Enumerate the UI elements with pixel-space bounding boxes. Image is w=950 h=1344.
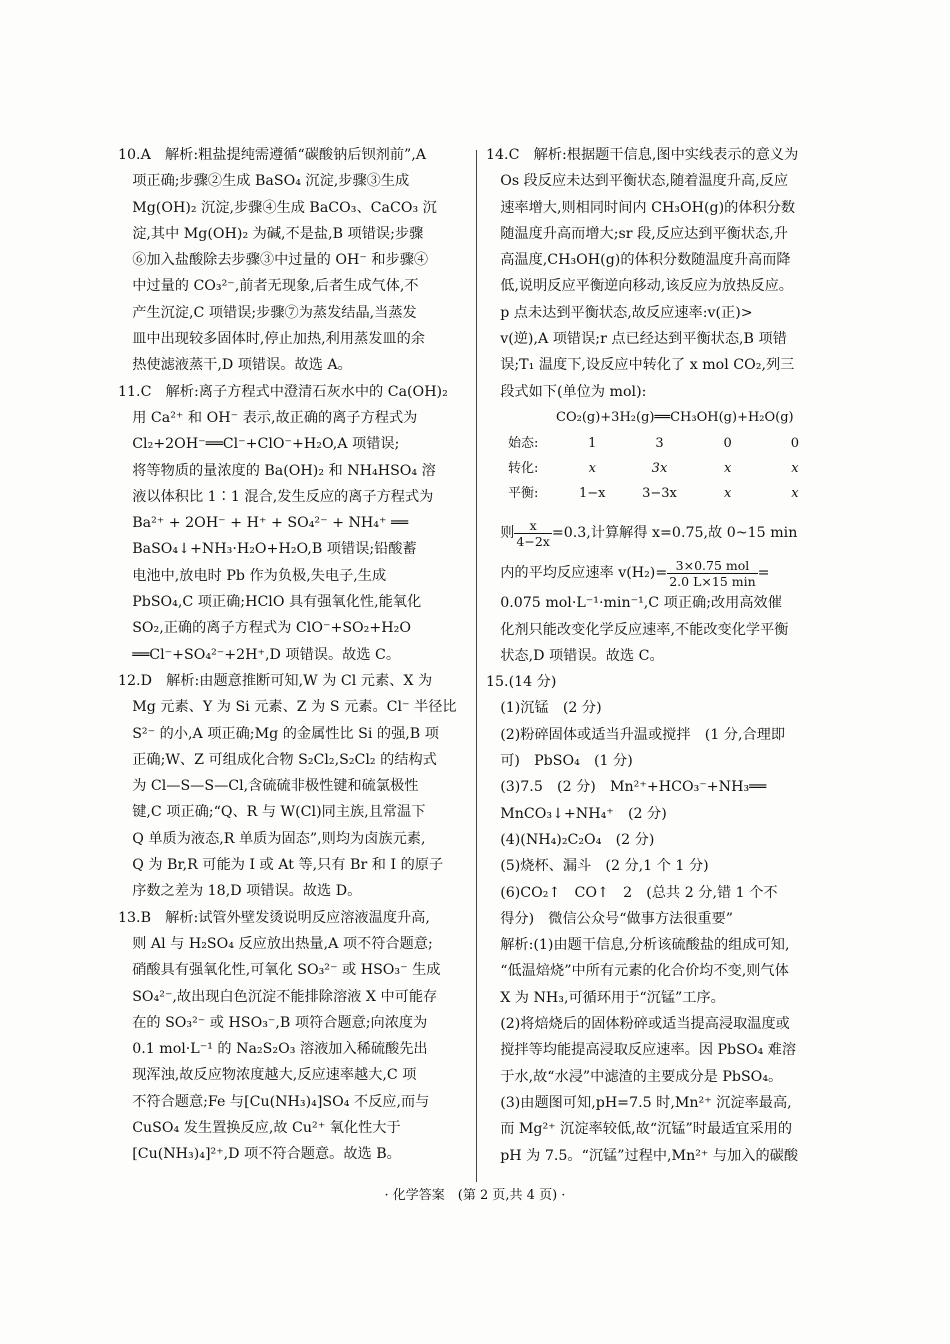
table-cell: 3x	[651, 461, 668, 477]
fraction-denominator: 2.0 L×15 min	[669, 573, 756, 589]
table-row	[508, 481, 828, 506]
text-line: 项正确;步骤②生成 BaSO₄ 沉淀,步骤③生成	[132, 173, 410, 190]
text-line: 11.C 解析:离子方程式中澄清石灰水中的 Ca(OH)₂	[118, 383, 448, 400]
text-line: Mg 元素、Y 为 Si 元素、Z 为 S 元素。Cl⁻ 半径比	[132, 699, 457, 716]
text-line: 随温度升高而增大;sr 段,反应达到平衡状态,升	[500, 225, 788, 242]
table-cell: 3−3x	[642, 486, 677, 502]
fraction	[514, 518, 551, 549]
calc-line	[486, 556, 828, 590]
q10-block	[118, 142, 466, 379]
text-line: 键,C 项正确;“Q、R 与 W(Cl)同主族,且常温下	[132, 804, 426, 821]
fraction	[667, 558, 757, 589]
table-cell: 始态:	[508, 436, 539, 452]
text-line: 段式如下(单位为 mol):	[500, 383, 647, 400]
text-line: 液以体积比 1∶1 混合,发生反应的离子方程式为	[132, 488, 434, 505]
text-line: 而 Mg²⁺ 沉淀率较低,故“沉锰”时最适宜采用的	[500, 1121, 793, 1138]
table-cell: x	[588, 461, 596, 477]
text-line: (2)将焙烧后的固体粉碎或适当提高浸取温度或	[500, 1016, 790, 1033]
text-line: 15.(14 分)	[486, 674, 557, 691]
fraction-denominator: 4−2x	[516, 533, 550, 549]
text-line: 低,说明反应平衡逆向移动,该反应为放热反应。	[500, 278, 793, 295]
text-line: X 为 NH₃,可循环用于“沉锰”工序。	[500, 989, 725, 1006]
fraction-numerator: x	[514, 518, 551, 534]
text-line: (3)7.5 (2 分) Mn²⁺+HCO₃⁻+NH₃══	[500, 779, 767, 796]
table-cell: 平衡:	[508, 486, 539, 502]
text-line: 皿中出现较多固体时,停止加热,利用蒸发皿的余	[132, 331, 425, 348]
text-line: 高温度,CH₃OH(g)的体积分数随温度升高而降	[500, 252, 791, 269]
text-line: 14.C 解析:根据题干信息,图中实线表示的意义为	[486, 147, 799, 163]
text-line: 热使滤液蒸干,D 项错误。故选 A。	[132, 357, 352, 374]
text-line: “低温焙烧”中所有元素的化合价均不变,则气体	[500, 963, 789, 980]
text-line: v(逆),A 项错误;r 点已经达到平衡状态,B 项错	[500, 331, 787, 348]
calc-text: =0.3,计算解得 x=0.75,故 0~15 min	[551, 525, 798, 542]
text-line: 硝酸具有强氧化性,可氧化 SO₃²⁻ 或 HSO₃⁻ 生成	[132, 962, 441, 979]
text-line: 可) PbSO₄ (1 分)	[500, 753, 633, 770]
q14-block	[486, 142, 828, 669]
text-line: 将等物质的量浓度的 Ba(OH)₂ 和 NH₄HSO₄ 溶	[132, 462, 436, 479]
right-column	[486, 142, 828, 1169]
text-line: 于水,故“水浸”中滤渣的主要成分是 PbSO₄。	[500, 1068, 783, 1085]
text-line: BaSO₄↓+NH₃·H₂O+H₂O,B 项错误;铅酸蓄	[132, 541, 417, 558]
text-line: 12.D 解析:由题意推断可知,W 为 Cl 元素、X 为	[118, 672, 433, 689]
text-line: CuSO₄ 发生置换反应,故 Cu²⁺ 氧化性大于	[132, 1119, 401, 1136]
reaction-equation: CO₂(g)+3H₂(g)══CH₃OH(g)+H₂O(g)	[556, 409, 794, 425]
text-line: 13.B 解析:试管外壁发烫说明反应溶液温度升高,	[118, 909, 430, 926]
text-line: [Cu(NH₃)₄]²⁺,D 项不符合题意。故选 B。	[132, 1146, 401, 1163]
three-stage-table	[486, 431, 828, 506]
calc-text: =	[757, 565, 770, 582]
text-line: SO₄²⁻,故出现白色沉淀不能排除溶液 X 中可能存	[132, 988, 438, 1005]
text-line: 不符合题意;Fe 与[Cu(NH₃)₄]SO₄ 不反应,而与	[132, 1093, 430, 1110]
page-footer: · 化学答案 (第 2 页,共 4 页) ·	[384, 1188, 566, 1203]
table-cell: 1−x	[579, 486, 606, 502]
text-line: Q 为 Br,R 可能为 I 或 At 等,只有 Br 和 I 的原子	[132, 857, 444, 874]
q13-block	[118, 905, 466, 1168]
text-line: ⑥加入盐酸除去步骤③中过量的 OH⁻ 和步骤④	[132, 252, 429, 269]
text-line: ══Cl⁻+SO₄²⁻+2H⁺,D 项错误。故选 C。	[132, 646, 401, 663]
text-line: 为 Cl—S—S—Cl,含硫硫非极性键和硫氯极性	[132, 778, 419, 795]
text-line: Cl₂+2OH⁻══Cl⁻+ClO⁻+H₂O,A 项错误;	[132, 436, 400, 453]
text-line: MnCO₃↓+NH₄⁺ (2 分)	[500, 805, 667, 822]
table-cell: x	[791, 486, 799, 502]
q15-analysis	[486, 932, 828, 1169]
text-line: S²⁻ 的小,A 项正确;Mg 的金属性比 Si 的强,B 项	[132, 725, 439, 742]
q12-block	[118, 668, 466, 905]
text-line: (6)CO₂↑ CO↑ 2 (总共 2 分,错 1 个不	[500, 884, 778, 901]
text-line: 序数之差为 18,D 项错误。故选 D。	[132, 883, 362, 900]
text-line: 速率增大,则相同时间内 CH₃OH(g)的体积分数	[500, 199, 796, 216]
text-line: 化剂只能改变化学反应速率,不能改变化学平衡	[500, 621, 789, 638]
text-line: (1)沉锰 (2 分)	[500, 700, 602, 717]
text-line: SO₂,正确的离子方程式为 ClO⁻+SO₂+H₂O	[132, 620, 411, 637]
table-row	[508, 456, 828, 481]
text-line: Os 段反应未达到平衡状态,随着温度升高,反应	[500, 173, 789, 190]
text-line: 误;T₁ 温度下,设反应中转化了 x mol CO₂,列三	[500, 357, 795, 374]
calc-line	[486, 516, 828, 550]
q15-block	[486, 669, 828, 932]
table-cell: x	[791, 461, 799, 477]
table-row	[508, 431, 828, 456]
text-line: (3)由题图可知,pH=7.5 时,Mn²⁺ 沉淀率最高,	[500, 1094, 792, 1111]
text-line: p 点未达到平衡状态,故反应速率:v(正)>	[500, 304, 753, 321]
text-line: 产生沉淀,C 项错误;步骤⑦为蒸发结晶,当蒸发	[132, 304, 417, 321]
table-cell: x	[723, 461, 732, 477]
text-line: 得分) 微信公众号“做事方法很重要”	[500, 910, 734, 927]
text-line: pH 为 7.5。“沉锰”过程中,Mn²⁺ 与加入的碳酸	[500, 1147, 799, 1164]
table-cell: 0	[790, 436, 799, 452]
text-line: Q 单质为液态,R 单质为固态”,则均为卤族元素,	[132, 830, 426, 847]
text-line: 在的 SO₃²⁻ 或 HSO₃⁻,B 项符合题意;向浓度为	[132, 1014, 428, 1031]
fraction-numerator: 3×0.75 mol	[667, 558, 757, 574]
table-cell: 0	[723, 436, 732, 452]
left-column	[118, 142, 466, 1168]
text-line: 中过量的 CO₃²⁻,前者无现象,后者生成气体,不	[132, 278, 419, 295]
text-line: 则 Al 与 H₂SO₄ 反应放出热量,A 项不符合题意;	[132, 935, 433, 952]
text-line: 解析:(1)由题干信息,分析该硫酸盐的组成可知,	[500, 937, 790, 954]
column-divider	[476, 150, 477, 1182]
q11-block	[118, 379, 466, 668]
text-line: 10.A 解析:粗盐提纯需遵循“碳酸钠后钡剂前”,A	[118, 147, 427, 163]
text-line: (5)烧杯、漏斗 (2 分,1 个 1 分)	[500, 858, 709, 875]
calc-text: 内的平均反应速率 v(H₂)=	[500, 565, 668, 582]
table-cell: x	[723, 486, 732, 502]
table-cell: 3	[655, 436, 664, 452]
table-cell: 1	[588, 436, 597, 452]
calc-text: 则	[500, 525, 515, 542]
text-line: PbSO₄,C 项正确;HClO 具有强氧化性,能氧化	[132, 594, 422, 611]
text-line: 用 Ca²⁺ 和 OH⁻ 表示,故正确的离子方程式为	[132, 409, 418, 426]
text-line: 状态,D 项错误。故选 C。	[500, 647, 664, 664]
text-line: Mg(OH)₂ 沉淀,步骤④生成 BaCO₃、CaCO₃ 沉	[132, 199, 437, 216]
text-line: 电池中,放电时 Pb 作为负极,失电子,生成	[132, 567, 387, 584]
text-line: (4)(NH₄)₂C₂O₄ (2 分)	[500, 831, 655, 848]
text-line: 淀,其中 Mg(OH)₂ 为碱,不是盐,B 项错误;步骤	[132, 225, 424, 242]
text-line: (2)粉碎固体或适当升温或搅拌 (1 分,合理即	[500, 726, 786, 743]
text-line: 正确;W、Z 可组成化合物 S₂Cl₂,S₂Cl₂ 的结构式	[132, 751, 437, 768]
text-line: 0.1 mol·L⁻¹ 的 Na₂S₂O₃ 溶液加入稀硫酸先出	[132, 1041, 428, 1058]
text-line: 搅拌等均能提高浸取反应速率。因 PbSO₄ 难溶	[500, 1042, 797, 1059]
text-line: 现浑浊,故反应物浓度越大,反应速率越大,C 项	[132, 1067, 417, 1084]
text-line: 0.075 mol·L⁻¹·min⁻¹,C 项正确;改用高效催	[500, 595, 782, 612]
table-cell: 转化:	[508, 461, 539, 477]
text-line: Ba²⁺ + 2OH⁻ + H⁺ + SO₄²⁻ + NH₄⁺ ══	[132, 515, 409, 532]
